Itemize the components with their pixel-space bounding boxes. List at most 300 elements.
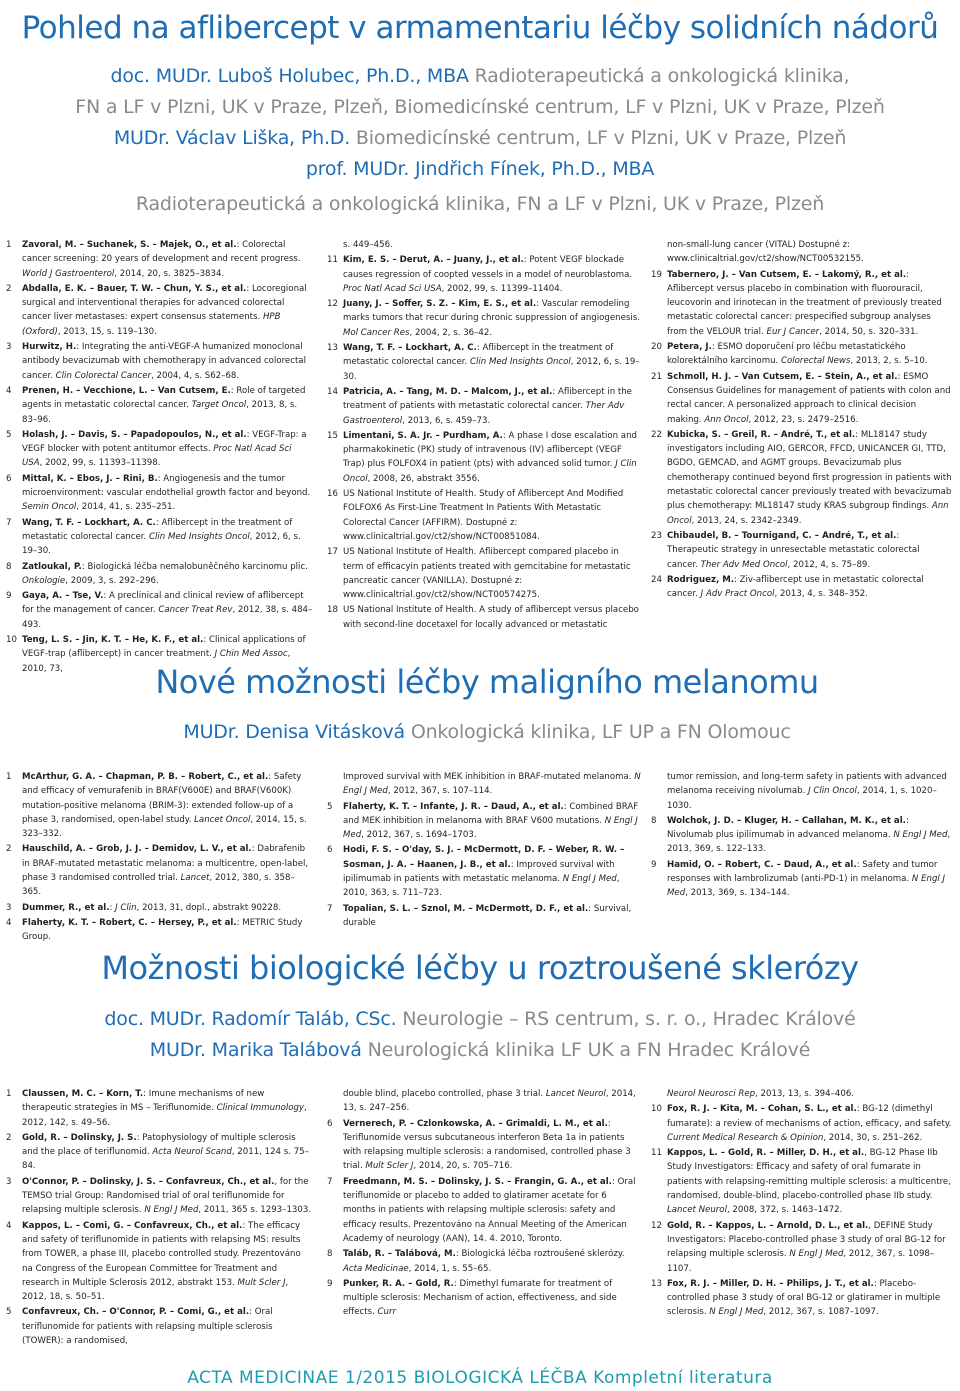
reference-details: , 2012, 4, s. 75–89.	[787, 559, 871, 570]
reference-authors: O'Connor, P. – Dolinsky, J. S. – Confavreux, Ch., et al.	[22, 1176, 275, 1187]
author-list	[0, 717, 960, 748]
reference-journal: Ther Adv Gastroenterol	[343, 401, 625, 426]
reference-details: , 2013, 13, s. 394–406.	[755, 1089, 855, 1099]
reference-details: , 2008, 372, s. 1463–1472.	[726, 1205, 843, 1216]
reference-details: , 2012, 380, s. 358–365.	[22, 873, 295, 898]
reference-number: 1	[6, 1089, 12, 1099]
reference-text: : ESMO Consensus Guidelines for management of patients with colon and rectal cancer. A personalized approach to clinical decision making.	[667, 371, 951, 425]
reference-number: 12	[327, 299, 338, 310]
reference-entry	[6, 1219, 313, 1305]
reference-journal: HPB (Oxford)	[22, 312, 281, 337]
reference-text: : ESMO doporučení pro léčbu metastatického kolorektálního karcinomu.	[667, 342, 906, 367]
reference-journal: Lancet Neurol	[667, 1205, 727, 1216]
reference-number: 13	[651, 1278, 662, 1289]
reference-authors: Vernerech, P. – Czlonkowska, A. – Grimaldi, L. M., et al.	[343, 1118, 608, 1129]
reference-authors: Gold, R. – Dolinsky, J. S.	[22, 1132, 137, 1143]
author-line	[0, 61, 960, 92]
reference-details: , 2014, 20, s. 3825–3834.	[114, 268, 225, 279]
reference-entry	[651, 858, 953, 901]
reference-authors: Wolchok, J. D. – Kluger, H. – Callahan, M. K., et al.	[667, 815, 906, 826]
reference-entry	[6, 1131, 313, 1174]
reference-entry	[6, 560, 313, 589]
author-affiliation: Onkologická klinika, LF UP a FN Olomouc	[404, 721, 791, 743]
reference-journal: Acta Neurol Scand	[152, 1147, 232, 1158]
reference-entry	[327, 487, 641, 544]
reference-details: , 2014, 15, s. 323–332.	[22, 814, 307, 840]
footer-journal: ACTA MEDICINAE 1/2015	[187, 1368, 408, 1388]
author-name: MUDr. Denisa Vitásková	[183, 721, 405, 743]
reference-journal: Ther Adv Med Oncol	[700, 559, 788, 570]
reference-journal: Mult Scler J	[365, 1161, 414, 1172]
author-name: doc. MUDr. Luboš Holubec, Ph.D., MBA	[110, 65, 469, 87]
article-header-1	[0, 0, 960, 220]
reference-authors: Hamid, O. – Robert, C. – Daud, A., et al.	[667, 859, 857, 870]
reference-entry	[327, 1247, 641, 1276]
reference-entry	[327, 1087, 641, 1116]
reference-text: : Integrating the anti-VEGF-A humanized monoclonal antibody bevacizumab with chemotherapy in advanced colorectal cancer.	[22, 342, 306, 381]
reference-journal: Mol Cancer Res	[343, 327, 410, 338]
reference-entry	[6, 428, 313, 471]
reference-authors: Juany, J. – Soffer, S. Z. – Kim, E. S., et al.	[343, 299, 537, 310]
reference-details: , 2012, 6, s. 19–30.	[343, 357, 640, 382]
reference-text: : Aflibercept in the treatment of patients with metastatic colorectal cancer.	[343, 386, 632, 412]
reference-journal: Lancet	[180, 873, 210, 884]
author-affiliation: Neurologie – RS centrum, s. r. o., Hradec Králové	[396, 1008, 856, 1030]
reference-authors: Claussen, M. C. – Korn, T.	[22, 1089, 144, 1099]
reference-journal: J Chin Med Assoc	[214, 649, 288, 660]
reference-text: : Placebo-controlled phase 3 study of oral BG-12 or glatiramer in multiple sclerosis.	[667, 1278, 941, 1318]
reference-text: : Biologická léčba roztroušené sklerózy.	[455, 1249, 625, 1260]
author-affiliation: Neurologická klinika LF UK a FN Hradec Králové	[361, 1039, 811, 1061]
article-title: Pohled na aflibercept v armamentariu léčby solidních nádorů	[21, 10, 939, 46]
reference-details: , 2012, 6, s. 19–30.	[22, 531, 301, 557]
reference-number: 10	[6, 635, 17, 646]
reference-entry	[327, 1117, 641, 1174]
reference-text: non-small-lung cancer (VITAL) Dostupné z: www.clinicaltrial.gov/ct2/show/NCT00532155.	[667, 240, 864, 265]
reference-journal: N Engl J Med	[343, 772, 641, 797]
reference-entry	[6, 916, 313, 945]
reference-number: 10	[651, 1104, 662, 1115]
reference-text: : Teriflunomide versus subcutaneous interferon Beta 1a in patients with relapsing multiple sclerosis: a randomised, controlled phase 3 trial.	[343, 1118, 631, 1172]
reference-authors: Wang, T. F. – Lockhart, A. C.	[22, 517, 156, 528]
reference-details: , 2011, 365 s. 1293–1303.	[198, 1205, 312, 1216]
reference-details: , 2014, 50, s. 320–331.	[819, 326, 919, 337]
reference-authors: Wang, T. F. – Lockhart, A. C.	[343, 343, 477, 354]
reference-authors: Tabernero, J. – Van Cutsem, E. – Lakomý, R., et al.	[667, 269, 907, 280]
reference-authors: Confavreux, Ch. – O'Connor, P. – Comi, G., et al.	[22, 1307, 250, 1318]
reference-number: 20	[651, 342, 662, 353]
reference-journal: Ann Oncol	[667, 501, 949, 526]
reference-column	[327, 770, 641, 931]
reference-authors: Prenen, H. – Vecchione, L. – Van Cutsem, E.	[22, 385, 231, 396]
reference-text: : A phase I dose escalation and pharmakokinetic (PK) study of intravenous (IV) aflibercept (VEGF Trap) plus FOLFOX4 in patient (pts) with advanced solid tumor.	[343, 430, 637, 470]
reference-text: : A preclinical and clinical review of aflibercept for the management of cancer.	[22, 591, 304, 616]
reference-authors: Flaherty, K. T. – Robert, C. – Hersey, P., et al.	[22, 917, 237, 928]
reference-number: 11	[651, 1148, 662, 1159]
reference-journal: N Engl J Med	[144, 1205, 199, 1216]
author-affiliation: Radioterapeutická a onkologická klinika, FN a LF v Plzni, UK v Praze, Plzeň	[135, 193, 825, 215]
reference-number: 4	[6, 385, 12, 396]
reference-text: : Role of targeted agents in metastatic colorectal cancer.	[22, 385, 306, 411]
reference-entry	[6, 238, 313, 281]
reference-entry	[651, 529, 953, 572]
reference-text: : Dabrafenib in BRAF-mutated metastatic melanoma: a multicentre, open-label, phase 3 randomised controlled trial.	[22, 844, 309, 884]
reference-journal: Clinical Immunology	[216, 1103, 305, 1114]
reference-text: : Colorectal cancer screening: 20 years of development and recent progress.	[22, 240, 301, 265]
reference-entry	[6, 842, 313, 899]
reference-text: :	[109, 902, 116, 913]
reference-text: double blind, placebo controlled, phase 3 trial.	[343, 1089, 546, 1099]
reference-text: : BG-12 (dimethyl fumarate): a review of mechanisms of action, efficacy, and safety.	[667, 1104, 952, 1129]
reference-entry	[6, 1175, 313, 1218]
reference-text: : Therapeutic strategy in unresectable metastatic colorectal cancer.	[667, 530, 920, 570]
reference-journal: N Engl J Med	[789, 1249, 844, 1260]
reference-authors: Zavoral, M. – Suchanek, S. – Majek, O., et al.	[22, 240, 237, 250]
reference-authors: Topalian, S. L. – Sznol, M. – McDermott, D. F., et al.	[343, 903, 589, 914]
reference-authors: Patricia, A. – Tang, M. D. – Malcom, J., et al.	[343, 386, 553, 397]
reference-entry	[327, 341, 641, 384]
reference-entry	[327, 1175, 641, 1246]
reference-number: 5	[327, 801, 333, 812]
author-affiliation: Biomedicínské centrum, LF v Plzni, UK v Praze, Plzeň	[350, 127, 847, 149]
article-header-3	[0, 946, 960, 1066]
reference-journal: Onkologie	[22, 575, 66, 586]
reference-details: , 2014, 30, s. 251–262.	[823, 1132, 923, 1143]
reference-journal: Clin Med Insights Oncol	[470, 357, 571, 368]
reference-details: , 2008, 26, abstrakt 3556.	[367, 473, 480, 484]
reference-details: , 2013, 8, s. 83–96.	[22, 400, 298, 425]
reference-entry	[327, 1277, 641, 1320]
reference-text: : Potent VEGF blockade causes regression of coopted vessels in a model of neuroblastoma.	[343, 255, 633, 280]
author-line	[0, 1004, 960, 1035]
reference-text: : Ziv-aflibercept use in metastatic colorectal cancer.	[667, 574, 924, 600]
author-name: doc. MUDr. Radomír Taláb, CSc.	[104, 1008, 397, 1030]
reference-details: , 2012, 38, s. 484–493.	[22, 605, 313, 630]
reference-text: US National Institute of Health. Study of Aflibercept And Modified FOLFOX6 As First-Line Treatment In Patients With Metastatic Colorectal Cancer (AFFIRM). Dostupné z: www.clinicaltrial.gov/ct2/show/NCT00851084.	[343, 489, 624, 542]
reference-details: , 2013, 369, s. 122–133.	[667, 830, 951, 855]
reference-entry	[651, 573, 953, 602]
reference-entry	[327, 385, 641, 428]
reference-entry	[6, 282, 313, 339]
reference-text: : Oral teriflunomide for patients with relapsing multiple sclerosis (TOWER): a randomised,	[22, 1307, 273, 1347]
reference-details: , 2010, 363, s. 711–723.	[343, 874, 620, 899]
reference-journal: Lancet Oncol	[194, 814, 251, 825]
reference-details: , 2014, 20, s. 705–716.	[413, 1161, 513, 1172]
reference-entry	[651, 814, 953, 857]
reference-number: 4	[6, 1220, 12, 1231]
reference-entry	[651, 238, 953, 267]
reference-authors: Kim, E. S. – Derut, A. – Juany, J., et al.	[343, 255, 524, 266]
reference-number: 6	[327, 1118, 333, 1129]
reference-text: , for the TEMSO trial Group: Randomised trial of oral teriflunomide for relapsing multiple sclerosis.	[22, 1176, 309, 1216]
reference-authors: Gold, R. – Kappos, L. – Arnold, D. L., et al.	[667, 1220, 869, 1231]
author-name: prof. MUDr. Jindřich Fínek, Ph.D., MBA	[305, 158, 655, 180]
footer-section: Kompletní literatura	[593, 1368, 773, 1388]
reference-details: , 2012, 367, s. 1087–1097.	[763, 1307, 879, 1318]
reference-number: 8	[651, 815, 657, 826]
reference-column	[651, 238, 953, 602]
reference-authors: Flaherty, K. T. – Infante, J. R. – Daud, A., et al.	[343, 801, 564, 812]
reference-entry	[651, 1219, 953, 1276]
reference-entry	[6, 340, 313, 383]
reference-entry	[651, 340, 953, 369]
reference-entry	[651, 1102, 953, 1145]
reference-details: , 2014, 1, s. 1020–1030.	[667, 786, 937, 811]
reference-details: , 2013, 369, s. 134–144.	[685, 888, 790, 899]
reference-journal: N Engl J Med	[343, 815, 638, 841]
reference-entry	[6, 384, 313, 427]
author-line	[0, 1035, 960, 1066]
reference-journal: Ann Oncol	[704, 414, 749, 425]
reference-entry	[651, 268, 953, 339]
reference-number: 15	[327, 430, 338, 441]
reference-authors: McArthur, G. A. – Chapman, P. B. – Robert, C., et al.	[22, 772, 269, 782]
reference-authors: Holash, J. – Davis, S. – Papadopoulos, N., et al.	[22, 429, 247, 440]
reference-number: 1	[6, 772, 12, 782]
reference-journal: Curr	[377, 1307, 397, 1318]
reference-details: , 2014, 41, s. 235–251.	[76, 502, 176, 513]
reference-journal: N Engl J Med	[562, 874, 617, 885]
reference-text: tumor remission, and long-term safety in patients with advanced melanoma receiving nivolumab.	[667, 772, 947, 797]
reference-text: , BG-12 Phase IIb Study Investigators: Efficacy and safety of oral fumarate in patients with relapsing-remitting multiple sclerosis: a multicentre, randomised, double-blind, placebo-controlled phase IIb study.	[667, 1148, 951, 1202]
reference-journal: Clin Med Insights Oncol	[149, 531, 250, 542]
reference-entry	[651, 428, 953, 528]
reference-entry	[327, 843, 641, 900]
reference-number: 3	[6, 342, 12, 353]
reference-number: 12	[651, 1220, 662, 1231]
reference-text: US National Institute of Health. A study of aflibercept versus placebo with second-line docetaxel for locally advanced or metastatic	[343, 605, 639, 630]
reference-entry	[327, 429, 641, 486]
reference-details: , 2012, 142, s. 49–56.	[22, 1103, 307, 1128]
reference-text: : Biologická léčba nemalobuněčného karcinomu plic.	[81, 561, 308, 572]
reference-authors: Teng, L. S. – Jin, K. T. – He, K. F., et al.	[22, 635, 204, 646]
reference-text: : The efficacy and safety of teriflunomide in patients with relapsing MS: results from TOWER, a phase III, placebo controlled study. Prezentováno na Congress of the European Committee for Treatment and research in Multiple Sclerosis 2012, abstrakt 153.	[22, 1220, 301, 1288]
reference-details: , 2009, 3, s. 292–296.	[65, 575, 159, 586]
reference-entry	[6, 1305, 313, 1348]
reference-number: 9	[6, 591, 12, 602]
reference-text: , DEFINE Study Investigators: Placebo-controlled phase 3 study of oral BG-12 for relapsing multiple sclerosis.	[667, 1220, 946, 1260]
reference-text: : VEGF-Trap: a VEGF blocker with potent antitumor effects.	[22, 429, 307, 455]
reference-details: , 2013, 24, s. 2342–2349.	[691, 515, 802, 526]
reference-number: 23	[651, 530, 662, 541]
reference-details: , 2013, 15, s. 119–130.	[57, 326, 157, 337]
reference-text: : Vascular remodeling marks tumors that recur during chronic suppression of angiogenesis.	[343, 299, 640, 324]
reference-journal: J Clin Oncol	[343, 459, 637, 484]
author-name: MUDr. Marika Talábová	[149, 1039, 362, 1061]
reference-journal: World J Gastroenterol	[22, 268, 115, 279]
reference-authors: Schmoll, H. J. – Van Cutsem, E. – Stein, A., et al.	[667, 371, 898, 382]
reference-number: 2	[6, 844, 12, 855]
reference-authors: Freedmann, M. S. – Dolinsky, J. S. – Frangin, G. A., et al.	[343, 1176, 612, 1187]
reference-authors: Fox, R. J. – Miller, D. H. – Philips, J. T., et al.	[667, 1278, 874, 1289]
reference-authors: Abdalla, E. K. – Bauer, T. W. – Chun, Y. S., et al.	[22, 283, 247, 294]
reference-number: 5	[6, 429, 12, 440]
reference-details: , 2014, 1, s. 55–65.	[408, 1263, 492, 1274]
reference-column	[6, 238, 313, 677]
reference-number: 8	[6, 561, 12, 572]
author-list	[0, 61, 960, 220]
reference-number: 7	[6, 517, 12, 528]
reference-details: , 2013, 31, dopl., abstrakt 90228.	[136, 902, 282, 913]
reference-journal: Acta Medicinae	[343, 1263, 409, 1274]
reference-text: : Imune mechanisms of new therapeutic strategies in MS – Teriflunomide.	[22, 1089, 265, 1114]
reference-number: 24	[651, 574, 662, 585]
reference-journal: Mult Scler J	[237, 1277, 286, 1288]
reference-entry	[327, 545, 641, 602]
reference-entry	[327, 297, 641, 340]
article-title: Nové možnosti léčby maligního melanomu	[155, 663, 819, 701]
reference-text: : METRIC Study Group.	[22, 917, 303, 943]
reference-details: , 2004, 2, s. 36–42.	[409, 327, 493, 338]
reference-journal: J Clin Oncol	[808, 786, 857, 797]
reference-journal: Proc Natl Acad Sci USA	[22, 444, 292, 469]
reference-authors: Zatloukal, P.	[22, 561, 82, 572]
reference-authors: Kappos, L. – Comi, G. – Confavreux, Ch., et al.	[22, 1220, 243, 1231]
reference-text: : Improved survival with ipilimumab in patients with metastatic melanoma.	[343, 859, 615, 885]
reference-journal: J Adv Pract Oncol	[700, 589, 775, 600]
reference-journal: N Engl J Med	[667, 874, 946, 899]
reference-entry	[327, 800, 641, 843]
reference-number: 8	[327, 1249, 333, 1260]
reference-number: 13	[327, 343, 338, 354]
reference-entry	[6, 472, 313, 515]
reference-text: : Aflibercept in the treatment of metastatic colorectal cancer.	[343, 343, 614, 368]
reference-journal: N Engl J Med	[709, 1307, 764, 1318]
reference-number: 19	[651, 269, 662, 280]
reference-journal: J Clin	[115, 902, 137, 913]
reference-entry	[651, 1087, 953, 1101]
reference-details: , 2013, 4, s. 348–352.	[774, 589, 868, 600]
reference-text: : Safety and tumor responses with lambrolizumab (anti-PD-1) in melanoma.	[667, 859, 938, 885]
reference-entry	[6, 516, 313, 559]
reference-entry	[327, 603, 641, 632]
reference-number: 5	[6, 1307, 12, 1318]
reference-number: 6	[6, 473, 12, 484]
article-header-2	[0, 660, 960, 748]
reference-authors: Hodi, F. S. – O'day, S. J. – McDermott, D. F. – Weber, R. W. – Sosman, J. A. – Haanen, J. B., et al.	[343, 845, 625, 870]
reference-authors: Rodriguez, M.	[667, 574, 735, 585]
reference-text: : Aflibercept in the treatment of metastatic colorectal cancer.	[22, 517, 293, 542]
reference-journal: Proc Natl Acad Sci USA	[343, 283, 442, 294]
reference-authors: Kubicka, S. – Greil, R. – André, T., et al.	[667, 429, 856, 440]
reference-number: 6	[327, 845, 333, 856]
reference-text: : Clinical applications of VEGF-trap (aflibercept) in cancer treatment.	[22, 635, 306, 660]
author-line	[14, 717, 960, 748]
reference-number: 3	[6, 902, 12, 913]
article-title: Možnosti biologické léčby u roztroušené sklerózy	[101, 949, 859, 987]
author-affiliation: Radioterapeutická a onkologická klinika,	[468, 65, 850, 87]
reference-number: 3	[6, 1176, 12, 1187]
reference-details: , 2004, 4, s. S62–68.	[151, 370, 240, 381]
reference-journal: N Engl J Med	[893, 830, 948, 841]
reference-entry	[651, 770, 953, 813]
reference-number: 7	[327, 1176, 333, 1187]
reference-text: : ML18147 study investigators including AIO, GERCOR, FFCD, UNICANCER GI, TTD, BGDO, GEMCAD, and AGMT groups. Bevacizumab plus chemotherapy continued beyond first progression in patients with metastatic colorectal cancer previously treated with bevacizumab plus chemotherapy: ML18147 study KRAS subgroup findings.	[667, 429, 952, 512]
author-line	[0, 92, 960, 123]
reference-journal: Semin Oncol	[22, 502, 77, 513]
reference-entry	[6, 1087, 313, 1130]
reference-text: s. 449–456.	[343, 240, 393, 250]
reference-number: 21	[651, 371, 662, 382]
author-name: MUDr. Václav Liška, Ph.D.	[113, 127, 351, 149]
reference-entry	[327, 253, 641, 296]
reference-column	[327, 238, 641, 633]
reference-details: , 2010, 73,	[22, 649, 291, 674]
author-list	[0, 1004, 960, 1066]
reference-journal: Cancer Treat Rev	[158, 605, 233, 616]
reference-number: 9	[651, 859, 657, 870]
reference-number: 17	[327, 547, 338, 558]
reference-entry	[327, 902, 641, 931]
author-line	[0, 189, 960, 220]
reference-text: : Dimethyl fumarate for treatment of multiple sclerosis: Mechanism of action, effectiveness, and side effects.	[343, 1278, 617, 1318]
reference-number: 9	[327, 1278, 333, 1289]
reference-authors: Chibaudel, B. – Tournigand, C. – André, T., et al.	[667, 530, 897, 541]
reference-entry	[651, 370, 953, 427]
reference-number: 4	[6, 917, 12, 928]
reference-text: : Aflibercept versus placebo in combination with fluorouracil, leucovorin and irinotecan in the treatment of previously treated metastatic colorectal cancer: prespecified subgroup analyses from the VELOUR trial.	[667, 269, 942, 337]
reference-number: 18	[327, 605, 338, 616]
author-line	[0, 154, 960, 185]
reference-details: , 2012, 367, s. 1098–1107.	[667, 1249, 935, 1274]
footer-topic: BIOLOGICKÁ LÉČBA	[413, 1368, 588, 1388]
reference-text: Improved survival with MEK inhibition in BRAF-mutated melanoma.	[343, 772, 635, 782]
reference-authors: Mittal, K. – Ebos, J. – Rini, B.	[22, 473, 158, 484]
reference-entry	[327, 770, 641, 799]
reference-entry	[327, 238, 641, 252]
author-line	[0, 123, 960, 154]
reference-entry	[6, 589, 313, 632]
reference-number: 22	[651, 429, 662, 440]
reference-text: US National Institute of Health. Aflibercept compared placebo in term of efficacyin patients treated with gemcitabine for metastatic pancreatic cancer (VANILLA). Dostupné z: www.clinicaltrial.gov/ct2/show/NCT00574275.	[343, 547, 631, 601]
reference-details: , 2012, 367, s. 1694–1703.	[361, 830, 477, 841]
reference-number: 7	[327, 903, 333, 914]
reference-column	[651, 770, 953, 902]
reference-authors: Taláb, R. – Talábová, M.	[343, 1249, 456, 1260]
reference-details: , 2013, 2, s. 5–10.	[850, 356, 928, 367]
reference-column	[651, 1087, 953, 1321]
reference-authors: Fox, R. J. – Kita, M. – Cohan, S. L., et al.	[667, 1104, 857, 1115]
reference-entry	[651, 1146, 953, 1217]
reference-authors: Punker, R. A. – Gold, R.	[343, 1278, 454, 1289]
reference-authors: Dummer, R., et al.	[22, 902, 110, 913]
author-affiliation: FN a LF v Plzni, UK v Praze, Plzeň, Biomedicínské centrum, LF v Plzni, UK v Praze, Plzeň	[75, 96, 885, 118]
reference-authors: Hurwitz, H.	[22, 342, 77, 353]
reference-details: , 2012, 367, s. 107–114.	[387, 786, 493, 797]
reference-journal: Eur J Cancer	[766, 326, 820, 337]
reference-number: 16	[327, 489, 338, 500]
reference-details: , 2013, 6, s. 459–73.	[402, 415, 491, 426]
reference-entry	[651, 1277, 953, 1320]
reference-text: : Locoregional surgical and interventional therapies for advanced colorectal cancer liver metastases: expert consensus statements.	[22, 283, 307, 323]
reference-text: : Patophysiology of multiple sclerosis and the place of teriflunomid.	[22, 1132, 296, 1158]
reference-number: 2	[6, 1132, 12, 1143]
reference-number: 11	[327, 255, 338, 266]
reference-text: : Combined BRAF and MEK inhibition in melanoma with BRAF V600 mutations.	[343, 801, 639, 826]
reference-column	[6, 1087, 313, 1349]
reference-text: : Safety and efficacy of vemurafenib in BRAF(V600E) and BRAF(V600K) mutation-positive melanoma (BRIM-3): extended follow-up of a phase 3, randomised, open-label study.	[22, 772, 302, 825]
reference-entry	[6, 901, 313, 915]
page-footer	[0, 1368, 960, 1388]
reference-journal: Current Medical Research & Opinion	[667, 1132, 824, 1143]
reference-details: , 2012, 18, s. 50–51.	[22, 1277, 289, 1303]
reference-authors: Gaya, A. – Tse, V.	[22, 591, 104, 602]
reference-details: , 2014, 13, s. 247–256.	[343, 1089, 636, 1114]
reference-number: 2	[6, 283, 12, 294]
reference-journal: Neurol Neurosci Rep	[667, 1089, 756, 1099]
reference-journal: Lancet Neurol	[545, 1089, 606, 1099]
reference-entry	[6, 770, 313, 841]
